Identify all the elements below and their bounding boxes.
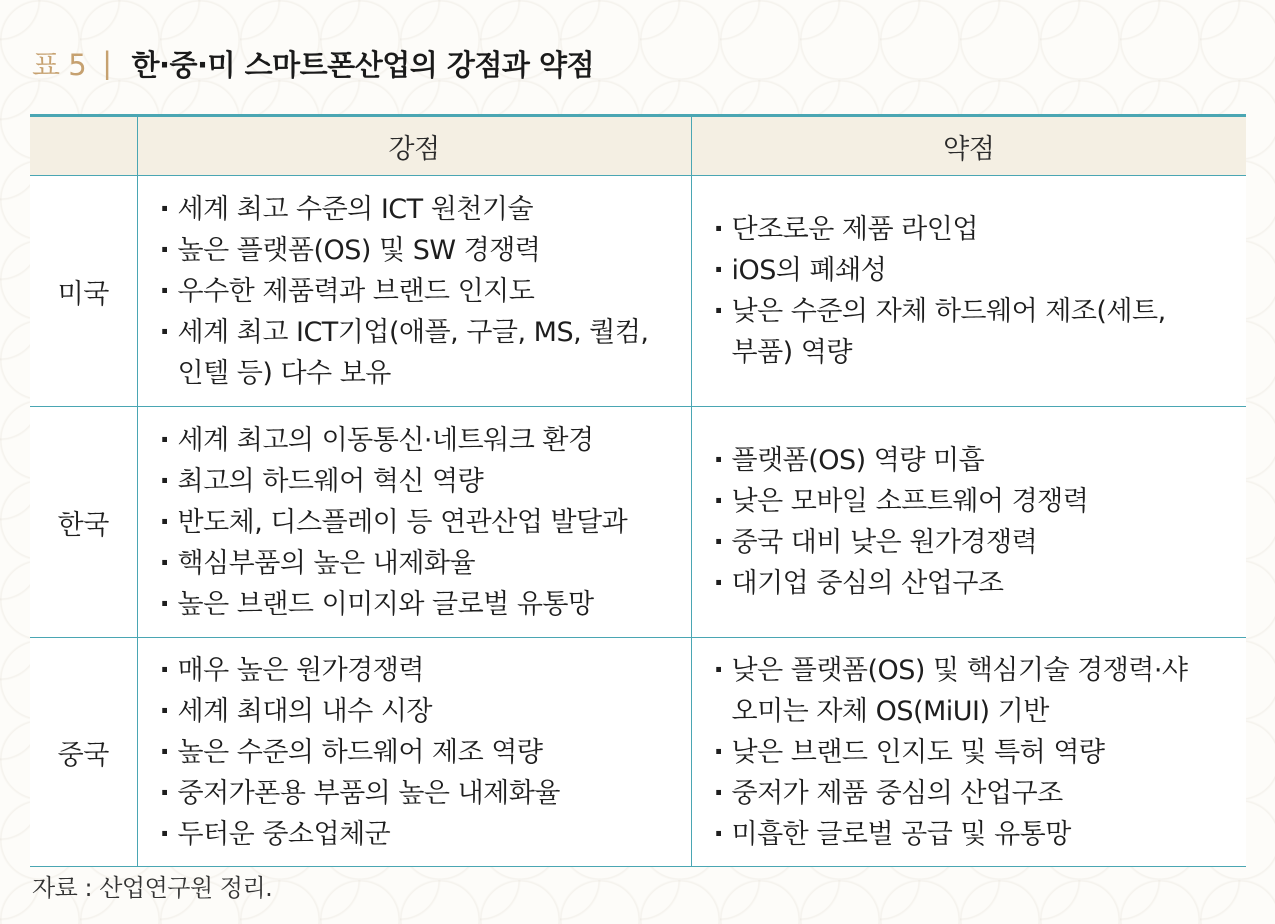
list-item: · 세계 최고 ICT기업(애플, 구글, MS, 퀄컴, 인텔 등) 다수 보유 bbox=[160, 312, 681, 394]
list-item: · 세계 최고의 이동통신·네트워크 환경 bbox=[160, 420, 681, 461]
list-item: · 낮은 플랫폼(OS) 및 핵심기술 경쟁력·샤 오미는 자체 OS(MiUI) 기반 bbox=[714, 650, 1237, 732]
list-item: · 플랫폼(OS) 역량 미흡 bbox=[714, 440, 1237, 481]
list-item: · 최고의 하드웨어 혁신 역량 bbox=[160, 461, 681, 502]
list-item: · 높은 수준의 하드웨어 제조 역량 bbox=[160, 732, 681, 773]
list-item: · 세계 최대의 내수 시장 bbox=[160, 691, 681, 732]
list-item: · 단조로운 제품 라인업 bbox=[714, 209, 1237, 250]
list-item: · 반도체, 디스플레이 등 연관산업 발달과 bbox=[160, 502, 681, 543]
list-item: · iOS의 폐쇄성 bbox=[714, 250, 1237, 291]
strengths-list bbox=[160, 420, 681, 625]
header-row bbox=[30, 116, 1246, 176]
country-cell: 중국 bbox=[30, 638, 137, 867]
strengths-cell bbox=[137, 176, 691, 407]
strengths-cell bbox=[137, 638, 691, 867]
weaknesses-cell bbox=[691, 176, 1246, 407]
list-item: · 핵심부품의 높은 내제화율 bbox=[160, 543, 681, 584]
weaknesses-cell bbox=[691, 638, 1246, 867]
list-item: · 세계 최고 수준의 ICT 원천기술 bbox=[160, 189, 681, 230]
list-item: · 낮은 수준의 자체 하드웨어 제조(세트, 부품) 역량 bbox=[714, 291, 1237, 373]
list-item: · 낮은 모바일 소프트웨어 경쟁력 bbox=[714, 481, 1237, 522]
table-title bbox=[32, 40, 594, 86]
list-item: · 대기업 중심의 산업구조 bbox=[714, 563, 1237, 604]
strengths-list bbox=[160, 650, 681, 855]
header-strengths: 강점 bbox=[137, 116, 691, 176]
list-item: · 중저가 제품 중심의 산업구조 bbox=[714, 773, 1237, 814]
list-item: · 중저가폰용 부품의 높은 내제화율 bbox=[160, 773, 681, 814]
list-item: · 미흡한 글로벌 공급 및 유통망 bbox=[714, 814, 1237, 855]
list-item: · 높은 브랜드 이미지와 글로벌 유통망 bbox=[160, 584, 681, 625]
strength-weakness-table bbox=[30, 114, 1246, 867]
table-number: 표 5 bbox=[32, 47, 87, 82]
weaknesses-list bbox=[714, 209, 1237, 373]
source-note: 자료 : 산업연구원 정리. bbox=[32, 874, 273, 902]
list-item: · 우수한 제품력과 브랜드 인지도 bbox=[160, 271, 681, 312]
list-item: · 낮은 브랜드 인지도 및 특허 역량 bbox=[714, 732, 1237, 773]
header-country bbox=[30, 116, 137, 176]
header-weaknesses: 약점 bbox=[691, 116, 1246, 176]
list-item: · 두터운 중소업체군 bbox=[160, 814, 681, 855]
country-cell: 미국 bbox=[30, 176, 137, 407]
table-row-cn bbox=[30, 638, 1246, 867]
table-row-kr bbox=[30, 407, 1246, 638]
list-item: · 높은 플랫폼(OS) 및 SW 경쟁력 bbox=[160, 230, 681, 271]
country-cell: 한국 bbox=[30, 407, 137, 638]
list-item: · 매우 높은 원가경쟁력 bbox=[160, 650, 681, 691]
list-item: · 중국 대비 낮은 원가경쟁력 bbox=[714, 522, 1237, 563]
weaknesses-list bbox=[714, 650, 1237, 855]
title-separator: | bbox=[102, 46, 112, 80]
weaknesses-list bbox=[714, 440, 1237, 604]
table-row-us bbox=[30, 176, 1246, 407]
strengths-list bbox=[160, 189, 681, 394]
weaknesses-cell bbox=[691, 407, 1246, 638]
strengths-cell bbox=[137, 407, 691, 638]
title-text: 한·중·미 스마트폰산업의 강점과 약점 bbox=[131, 47, 595, 82]
